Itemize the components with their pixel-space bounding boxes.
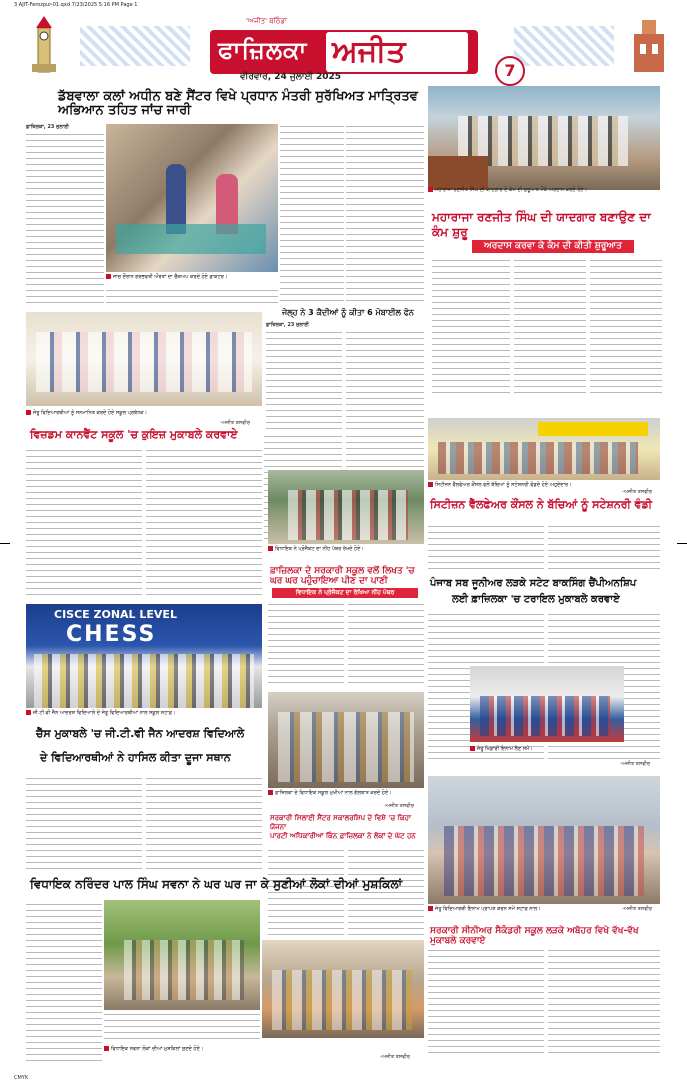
- headline-a6: ਫ਼ਾਜ਼ਿਲਕਾ ਦੇ ਸਰਕਾਰੀ ਸਕੂਲ ਵਲੋਂ ਲਿਖਤ 'ਚ ਘਰ ਘਰ ਪਹੁੰਚਾਇਆ ਪੀਣ ਦਾ ਪਾਣੀ: [270, 566, 415, 586]
- headline-a5: ਸਿਟੀਜ਼ਨ ਵੈੱਲਫੇਅਰ ਕੌਂਸਲ ਨੇ ਬੱਚਿਆਂ ਨੂੰ ਸਟੇਸ਼ਨਰੀ ਵੰਡੀ: [430, 498, 653, 511]
- body-text-a4-col2: [146, 448, 262, 598]
- crop-mark: [0, 543, 10, 544]
- dateline-a1: ਫ਼ਾਜ਼ਿਲਕਾ, 23 ਜੁਲਾਈ: [26, 124, 69, 130]
- body-text-a8-col2: [146, 776, 262, 870]
- body-text-a1-col4: [346, 124, 424, 305]
- caption-a1-text: ਜਾਂਚ ਦੌਰਾਨ ਗਰਭਵਤੀ ਔਰਤਾਂ ਦਾ ਚੈੱਕਅਪ ਕਰਦੇ ਹੋਏ ਡਾਕਟਰ।: [113, 274, 228, 280]
- caption-a5-text: ਸਿਟੀਜ਼ਨ ਵੈੱਲਫੇਅਰ ਕੌਂਸਲ ਵਲੋਂ ਬੱਚਿਆਂ ਨੂੰ ਸਟੇਸ਼ਨਰੀ ਵੰਡਦੇ ਹੋਏ ਅਹੁਦੇਦਾਰ।: [435, 482, 572, 488]
- body-text-a2-col3: [590, 258, 662, 398]
- caption-a11-text: ਵਿਧਾਇਕ ਸਵਨਾ ਲੋਕਾਂ ਦੀਆਂ ਮੁਸ਼ਕਿਲਾਂ ਸੁਣਦੇ ਹੋਏ।: [111, 1046, 204, 1052]
- photo-a10: [428, 776, 660, 904]
- headline-a9-line2: ਪਾਰਟੀ ਅਧਿਕਾਰੀਆਂ ਕਿੰਨ ਫ਼ਾਜ਼ਿਲਕਾ ਨੇ ਲੋਕਾਂ ਦੇ ਘੱਟ ਹਨ: [270, 832, 416, 840]
- page-number: 7: [495, 56, 525, 86]
- caption-a9: [268, 790, 424, 796]
- photo-a1: [106, 124, 278, 272]
- photo-a11: [104, 900, 260, 1010]
- photo-a9: [268, 692, 424, 788]
- author-a9: -ਅਜੀਤ ਤਸਵੀਰ: [384, 803, 414, 809]
- paper-name-box: [326, 32, 468, 72]
- caption-a8: [26, 710, 262, 716]
- caption-a1: [106, 274, 278, 280]
- caption-a4-text: ਜੇਤੂ ਵਿਦਿਆਰਥੀਆਂ ਨੂੰ ਸਨਮਾਨਿਤ ਕਰਦੇ ਹੋਏ ਸਕੂਲ ਪ੍ਰਬੰਧਕ।: [33, 410, 147, 416]
- body-text-a1-bottom: [106, 288, 278, 305]
- headline-a3: ਜੇਲ੍ਹ ਨੇ 3 ਕੈਦੀਆਂ ਨੂੰ ਕੀਤਾ 6 ਮੋਬਾਈਲ ਫੋਨ: [282, 308, 414, 317]
- photo-a2: [428, 86, 660, 190]
- caption-marker-icon: [428, 906, 433, 911]
- author-a4: -ਅਜੀਤ ਤਸਵੀਰ: [220, 420, 250, 426]
- caption-a6-text: ਵਿਧਾਇਕ ਨੇ ਪ੍ਰੋਜੈਕਟ ਦਾ ਨੀਂਹ ਪੱਥਰ ਰੱਖਦੇ ਹੋਏ।: [275, 546, 364, 552]
- body-text-a9-col1: [268, 848, 344, 936]
- issue-date: ਵੀਰਵਾਰ, 24 ਜੁਲਾਈ 2025: [240, 72, 341, 82]
- caption-a2-text: ਮਹਾਰਾਜਾ ਰਣਜੀਤ ਸਿੰਘ ਦੀ ਯਾਦਗਾਰ ਦੇ ਕੰਮ ਦੀ ਸ਼ੁਰੂਆਤ ਮੌਕੇ ਅਰਦਾਸ ਕਰਦੇ ਹੋਏ।: [435, 187, 587, 193]
- city-name: ਫਾਜ਼ਿਲਕਾ: [218, 36, 308, 64]
- caption-a11: [104, 1046, 344, 1052]
- caption-a8-text: ਜੀ.ਟੀ.ਵੀ ਜੈਨ ਆਦਰਸ਼ ਵਿਦਿਆਲੇ ਦੇ ਜੇਤੂ ਵਿਦਿਆਰਥੀਆਂ ਨਾਲ ਸਕੂਲ ਸਟਾਫ਼।: [33, 710, 176, 716]
- caption-marker-icon: [106, 274, 111, 279]
- slug-line: 3 AJIT-Ferozpur-01.qxd 7/23/2025 5:16 PM Page 1: [14, 2, 138, 8]
- body-text-a6-col1: [268, 602, 344, 686]
- photo-a7: [470, 666, 624, 742]
- caption-a7-text: ਜੇਤੂ ਖਿਡਾਰੀ ਇਨਾਮ ਲੈਣ ਸਮੇਂ।: [477, 746, 533, 752]
- photo-a11b: [262, 940, 424, 1038]
- masthead-logo: [210, 30, 478, 74]
- subhead-a6: ਵਿਧਾਇਕ ਨੇ ਪ੍ਰੋਜੈਕਟ ਦਾ ਰੱਖਿਆ ਨੀਂਹ ਪੱਥਰ: [272, 588, 418, 598]
- author-a11: -ਅਜੀਤ ਤਸਵੀਰ: [380, 1054, 410, 1060]
- caption-a10-text: ਜੇਤੂ ਵਿਦਿਆਰਥੀ ਇਨਾਮ ਪ੍ਰਾਪਤ ਕਰਨ ਸਮੇਂ ਸਟਾਫ਼ ਨਾਲ।: [435, 906, 541, 912]
- body-text-a1-col1: [26, 132, 104, 305]
- caption-a9-text: ਫ਼ਾਜ਼ਿਲਕਾ ਦੇ ਵਿਧਾਇਕ ਸਕੂਲ ਮੁਖੀਆਂ ਨਾਲ ਗੱਲਬਾਤ ਕਰਦੇ ਹੋਏ।: [275, 790, 392, 796]
- photo-a8-text: CHESS: [66, 622, 157, 647]
- headline-a9: ਸਰਕਾਰੀ ਸਿਲਾਈ ਸੈਂਟਰ ਸਕਾਲਰਸ਼ਿਪ ਦੇ ਵਿਸ਼ੇ 'ਚ ਕਿਹਾ ਯੋਜਨਾ: [270, 814, 411, 831]
- body-text-a2-col2: [514, 258, 586, 398]
- body-text-a5-col2: [548, 524, 660, 572]
- photo-a8: [26, 604, 262, 708]
- caption-a6: [268, 546, 424, 552]
- headline-a11: ਵਿਧਾਇਕ ਨਰਿੰਦਰ ਪਾਲ ਸਿੰਘ ਸਵਨਾ ਨੇ ਘਰ ਘਰ ਜਾ ਕੇ ਸੁਣੀਆਂ ਲੋਕਾਂ ਦੀਆਂ ਮੁਸ਼ਕਿਲਾਂ: [30, 877, 402, 891]
- body-text-a10-col1: [428, 948, 544, 1058]
- headline-a7: ਪੰਜਾਬ ਸਬ ਜੂਨੀਅਰ ਲੜਕੇ ਸਟੇਟ ਬਾਕਸਿੰਗ ਚੈਂਪੀਅਨਸ਼ਿਪ: [430, 578, 637, 589]
- caption-marker-icon: [268, 546, 273, 551]
- author-a5: -ਅਜੀਤ ਤਸਵੀਰ: [622, 489, 652, 495]
- body-text-a6-col2: [348, 602, 424, 686]
- body-text-a11-col1: [26, 902, 102, 1062]
- clock-tower-icon: [24, 14, 64, 74]
- caption-a7: [470, 746, 624, 752]
- headline-a8-line2: ਦੇ ਵਿਦਿਆਰਥੀਆਂ ਨੇ ਹਾਸਿਲ ਕੀਤਾ ਦੂਜਾ ਸਥਾਨ: [40, 751, 231, 764]
- headline-a10: ਸਰਕਾਰੀ ਸੀਨੀਅਰ ਸੈਕੰਡਰੀ ਸਕੂਲ ਲੜਕੇ ਅਬੋਹਰ ਵਿਖੇ ਵੱਖ-ਵੱਖ ਮੁਕਾਬਲੇ ਕਰਵਾਏ: [430, 926, 639, 946]
- paper-name: ਅਜੀਤ: [332, 34, 406, 69]
- masthead: [14, 12, 677, 82]
- headline-a8: ਚੈੱਸ ਮੁਕਾਬਲੇ 'ਚ ਜੀ.ਟੀ.ਵੀ ਜੈਨ ਆਦਰਸ਼ ਵਿਦਿਆਲੇ: [36, 727, 245, 740]
- caption-a5: [428, 482, 660, 488]
- edition-label: 'ਅਜੀਤ' ਬਠਿੰਡਾ: [246, 17, 288, 25]
- headline-a4: ਵਿਜ਼ਡਮ ਕਾਨਵੈਂਟ ਸਕੂਲ 'ਚ ਕੁਇਜ਼ ਮੁਕਾਬਲੇ ਕਰਵਾਏ: [30, 428, 238, 441]
- caption-marker-icon: [470, 746, 475, 751]
- headline-a7-line2: ਲਈ ਫ਼ਾਜ਼ਿਲਕਾ 'ਚ ਟਰਾਇਲ ਮੁਕਾਬਲੇ ਕਰਵਾਏ: [452, 594, 620, 605]
- body-text-a3-col1: [266, 330, 342, 430]
- photo-a4: [26, 312, 262, 406]
- caption-marker-icon: [26, 710, 31, 715]
- body-text-a11-under-photo: [104, 1012, 260, 1044]
- headline-a1: ਡੱਬਵਾਲਾ ਕਲਾਂ ਅਧੀਨ ਬਣੇ ਸੈਂਟਰ ਵਿਖੇ ਪ੍ਰਧਾਨ ਮੰਤਰੀ ਸੁਰੱਖਿਅਤ ਮਾਤ੍ਰਿਤਵ ਅਭਿਆਨ ਤਹਿਤ ਜਾਂਚ ਜਾਰੀ: [58, 89, 418, 119]
- caption-a10: [428, 906, 608, 912]
- body-text-a8-col1: [26, 776, 142, 870]
- color-bar-label: CMYK: [14, 1075, 29, 1081]
- body-text-a9-col2: [348, 848, 424, 936]
- photo-a8-banner: CISCE ZONAL LEVEL: [54, 608, 177, 621]
- photo-a5: [428, 418, 660, 480]
- crop-mark: [677, 543, 687, 544]
- monument-icon: [626, 14, 672, 74]
- dateline-a3: ਫ਼ਾਜ਼ਿਲਕਾ, 23 ਜੁਲਾਈ: [266, 322, 309, 328]
- headline-a2: ਮਹਾਰਾਜਾ ਰਣਜੀਤ ਸਿੰਘ ਦੀ ਯਾਦਗਾਰ ਬਣਾਉਣ ਦਾ ਕੰਮ ਸ਼ੁਰੂ: [432, 210, 651, 239]
- caption-marker-icon: [268, 790, 273, 795]
- caption-marker-icon: [428, 482, 433, 487]
- author-a10: -ਅਜੀਤ ਤਸਵੀਰ: [622, 906, 652, 912]
- body-text-a2-col1: [432, 258, 510, 398]
- author-a7: -ਅਜੀਤ ਤਸਵੀਰ: [620, 761, 650, 767]
- subhead-a2: ਅਰਦਾਸ ਕਰਵਾ ਕੇ ਕੰਮ ਦੀ ਕੀਤੀ ਸ਼ੁਰੂਆਤ: [472, 240, 634, 253]
- caption-a4: [26, 410, 262, 416]
- masthead-pattern-right: [514, 26, 614, 66]
- body-text-a1-col3: [280, 124, 344, 305]
- caption-marker-icon: [104, 1046, 109, 1051]
- caption-marker-icon: [26, 410, 31, 415]
- body-text-a3-col2: [346, 330, 424, 430]
- caption-a2: [428, 187, 660, 193]
- caption-marker-icon: [428, 187, 433, 192]
- body-text-a4-col1: [26, 448, 142, 598]
- masthead-pattern-left: [80, 26, 190, 66]
- photo-a6: [268, 470, 424, 544]
- body-text-a5-col1: [428, 524, 544, 572]
- body-text-a10-col2: [548, 948, 660, 1058]
